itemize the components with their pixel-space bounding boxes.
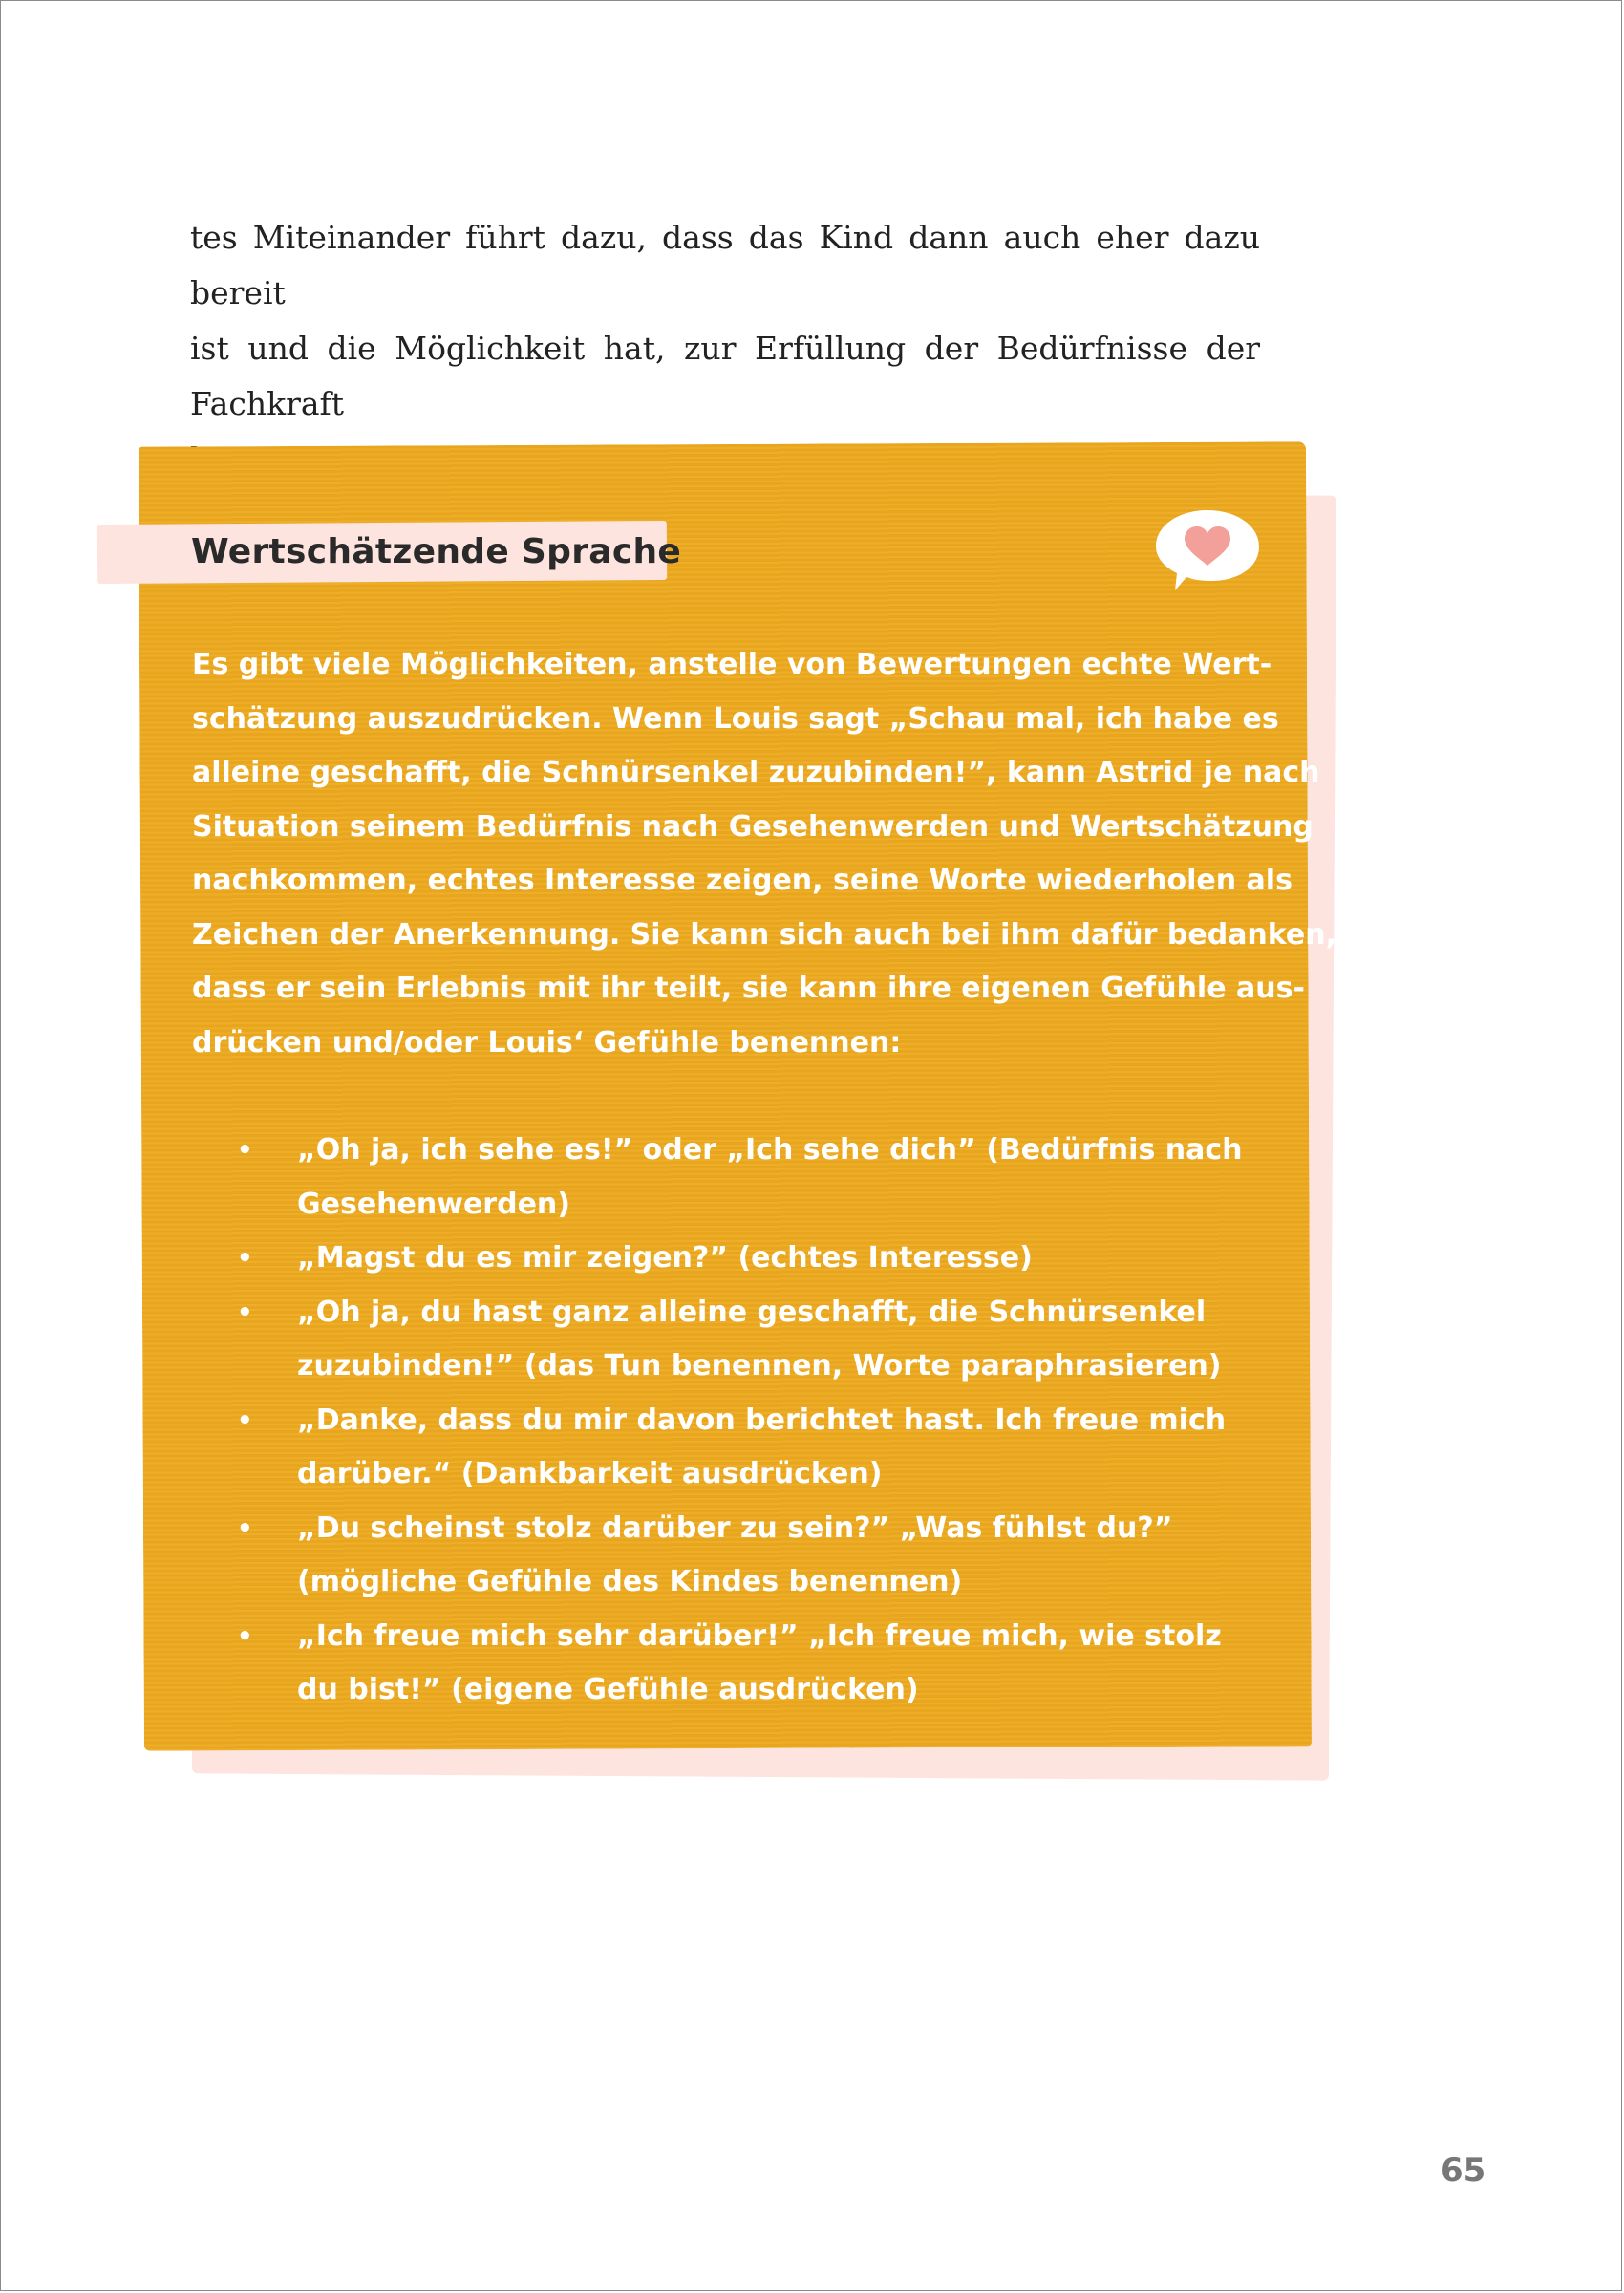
paragraph-line: Es gibt viele Möglichkeiten, anstelle von Bewertungen echte Wert- <box>192 648 1272 681</box>
bullet-icon: • <box>237 1405 253 1435</box>
list-item-line: (mögliche Gefühle des Kindes benennen) <box>297 1565 963 1598</box>
list-item <box>192 1394 1262 1502</box>
bullet-icon: • <box>237 1136 253 1165</box>
intro-line: ist und die Möglichkeit hat, zur Erfüllung der Bedürfnisse der Fachkraft <box>190 330 1260 422</box>
paragraph-line: Zeichen der Anerkennung. Sie kann sich auch bei ihm dafür bedanken, <box>192 917 1337 952</box>
list-item-line: darüber.“ (Dankbarkeit ausdrücken) <box>297 1457 883 1490</box>
list-item-line: „Oh ja, du hast ganz alleine geschafft, die Schnürsenkel <box>297 1295 1207 1329</box>
page-number: 65 <box>1441 2152 1486 2190</box>
paragraph-line: nachkommen, echtes Interesse zeigen, seine Worte wiederholen als <box>192 864 1293 897</box>
list-item-line: zuzubinden!” (das Tun benennen, Worte paraphrasieren) <box>297 1349 1222 1382</box>
list-item <box>192 1286 1262 1394</box>
intro-line: tes Miteinander führt dazu, dass das Kind dann auch eher dazu bereit <box>190 219 1260 311</box>
example-list <box>192 1124 1262 1718</box>
bullet-icon: • <box>237 1244 253 1273</box>
list-item-line: „Danke, dass du mir davon berichtet hast. Ich freue mich <box>297 1403 1227 1437</box>
list-item <box>192 1610 1262 1718</box>
paragraph-line: dass er sein Erlebnis mit ihr teilt, sie kann ihre eigenen Gefühle aus- <box>192 972 1305 1005</box>
heart-speech-bubble-icon <box>1152 503 1263 593</box>
paragraph-line: alleine geschafft, die Schnürsenkel zuzubinden!”, kann Astrid je nach <box>192 756 1320 789</box>
bullet-icon: • <box>237 1621 253 1651</box>
list-item-line: du bist!” (eigene Gefühle ausdrücken) <box>297 1673 919 1706</box>
bullet-icon: • <box>237 1513 253 1543</box>
list-item-line: „Ich freue mich sehr darüber!” „Ich freue mich, wie stolz <box>297 1618 1222 1653</box>
list-item <box>192 1232 1262 1286</box>
list-item <box>192 1124 1262 1232</box>
paragraph-line: drücken und/oder Louis‘ Gefühle benennen: <box>192 1025 902 1060</box>
info-box-paragraph <box>192 638 1337 1070</box>
list-item-line: Gesehenwerden) <box>297 1187 570 1221</box>
list-item-line: „Du scheinst stolz darüber zu sein?” „Was fühlst du?” <box>297 1511 1173 1545</box>
bullet-icon: • <box>237 1297 253 1327</box>
paragraph-line: Situation seinem Bedürfnis nach Gesehenwerden und Wertschätzung <box>192 809 1314 844</box>
list-item <box>192 1502 1262 1610</box>
paragraph-line: schätzung auszudrücken. Wenn Louis sagt „Schau mal, ich habe es <box>192 701 1279 736</box>
info-box-title: Wertschätzende Sprache <box>191 532 682 571</box>
list-item-line: „Oh ja, ich sehe es!” oder „Ich sehe dich” (Bedürfnis nach <box>297 1133 1243 1167</box>
list-item-line: „Magst du es mir zeigen?” (echtes Interesse) <box>297 1241 1033 1275</box>
